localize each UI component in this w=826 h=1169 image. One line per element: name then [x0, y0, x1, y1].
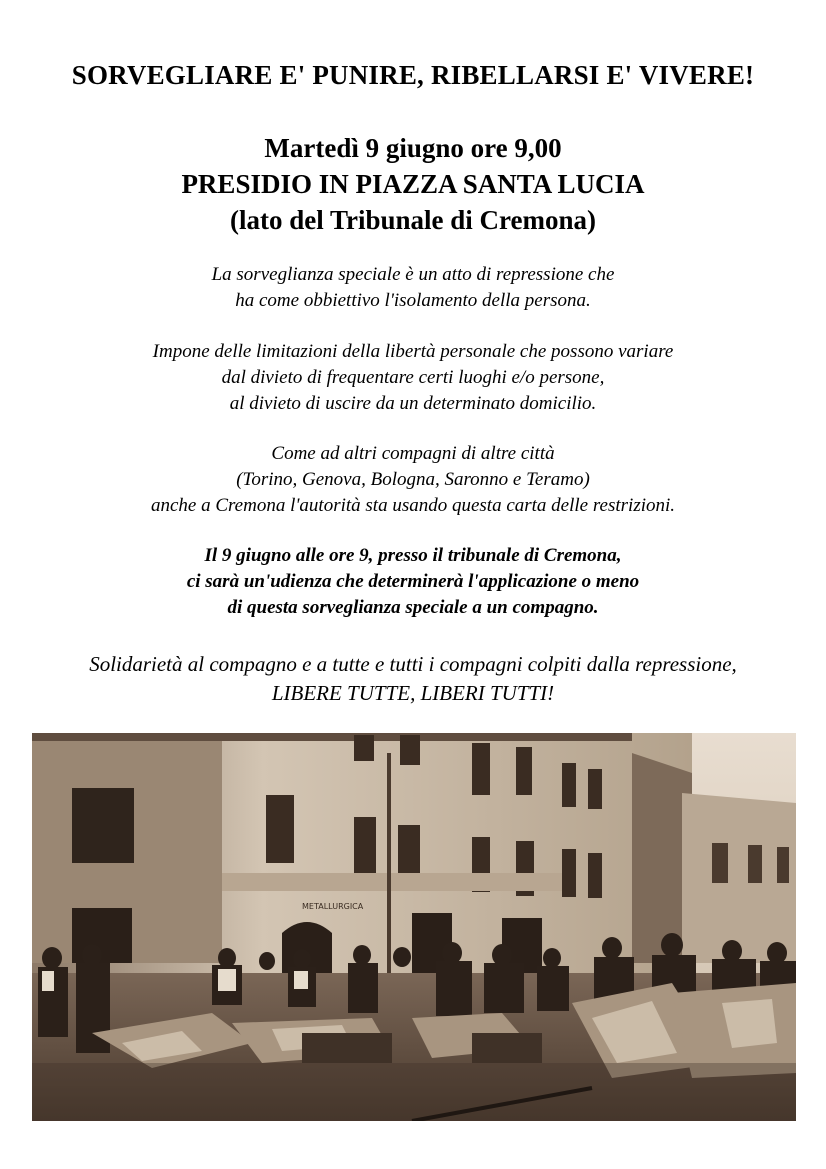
text-line: al divieto di uscire da un determinato domicilio.: [229, 393, 597, 414]
paragraph-sorveglianza: [0, 262, 826, 314]
event-date: Martedì 9 giugno ore 9,00: [264, 133, 562, 163]
text-line: anche a Cremona l'autorità sta usando questa carta delle restrizioni.: [150, 495, 676, 516]
paragraph-udienza: [0, 543, 826, 621]
text-line: ha come obbiettivo l'isolamento della persona.: [235, 290, 591, 311]
text-line: LIBERE TUTTE, LIBERI TUTTI!: [271, 681, 555, 705]
paragraph-altre-citta: [0, 441, 826, 519]
text-line: Come ad altri compagni di altre città: [271, 443, 555, 464]
text-line: (Torino, Genova, Bologna, Saronno e Teramo): [236, 469, 590, 490]
shop-sign: METALLURGICA: [302, 902, 364, 911]
page-title: SORVEGLIARE E' PUNIRE, RIBELLARSI E' VIVERE!: [71, 60, 755, 90]
text-line: Il 9 giugno alle ore 9, presso il tribunale di Cremona,: [204, 545, 622, 566]
event-location: (lato del Tribunale di Cremona): [229, 205, 597, 235]
text-line: dal divieto di frequentare certi luoghi e/o persone,: [221, 367, 605, 388]
text-line: ci sarà un'udienza che determinerà l'applicazione o meno: [186, 571, 640, 592]
text-line: Impone delle limitazioni della libertà personale che possono variare: [152, 341, 674, 362]
text-line: di questa sorveglianza speciale a un compagno.: [227, 597, 599, 618]
paragraph-solidarieta: [0, 650, 826, 708]
event-presidio: PRESIDIO IN PIAZZA SANTA LUCIA: [181, 169, 645, 199]
text-line: Solidarietà al compagno e a tutte e tutti i compagni colpiti dalla repressione,: [89, 652, 737, 676]
text-line: La sorveglianza speciale è un atto di repressione che: [211, 264, 615, 285]
historic-barricade-photo: [32, 733, 796, 1121]
event-info: [0, 130, 826, 238]
paragraph-limitazioni: [0, 339, 826, 417]
